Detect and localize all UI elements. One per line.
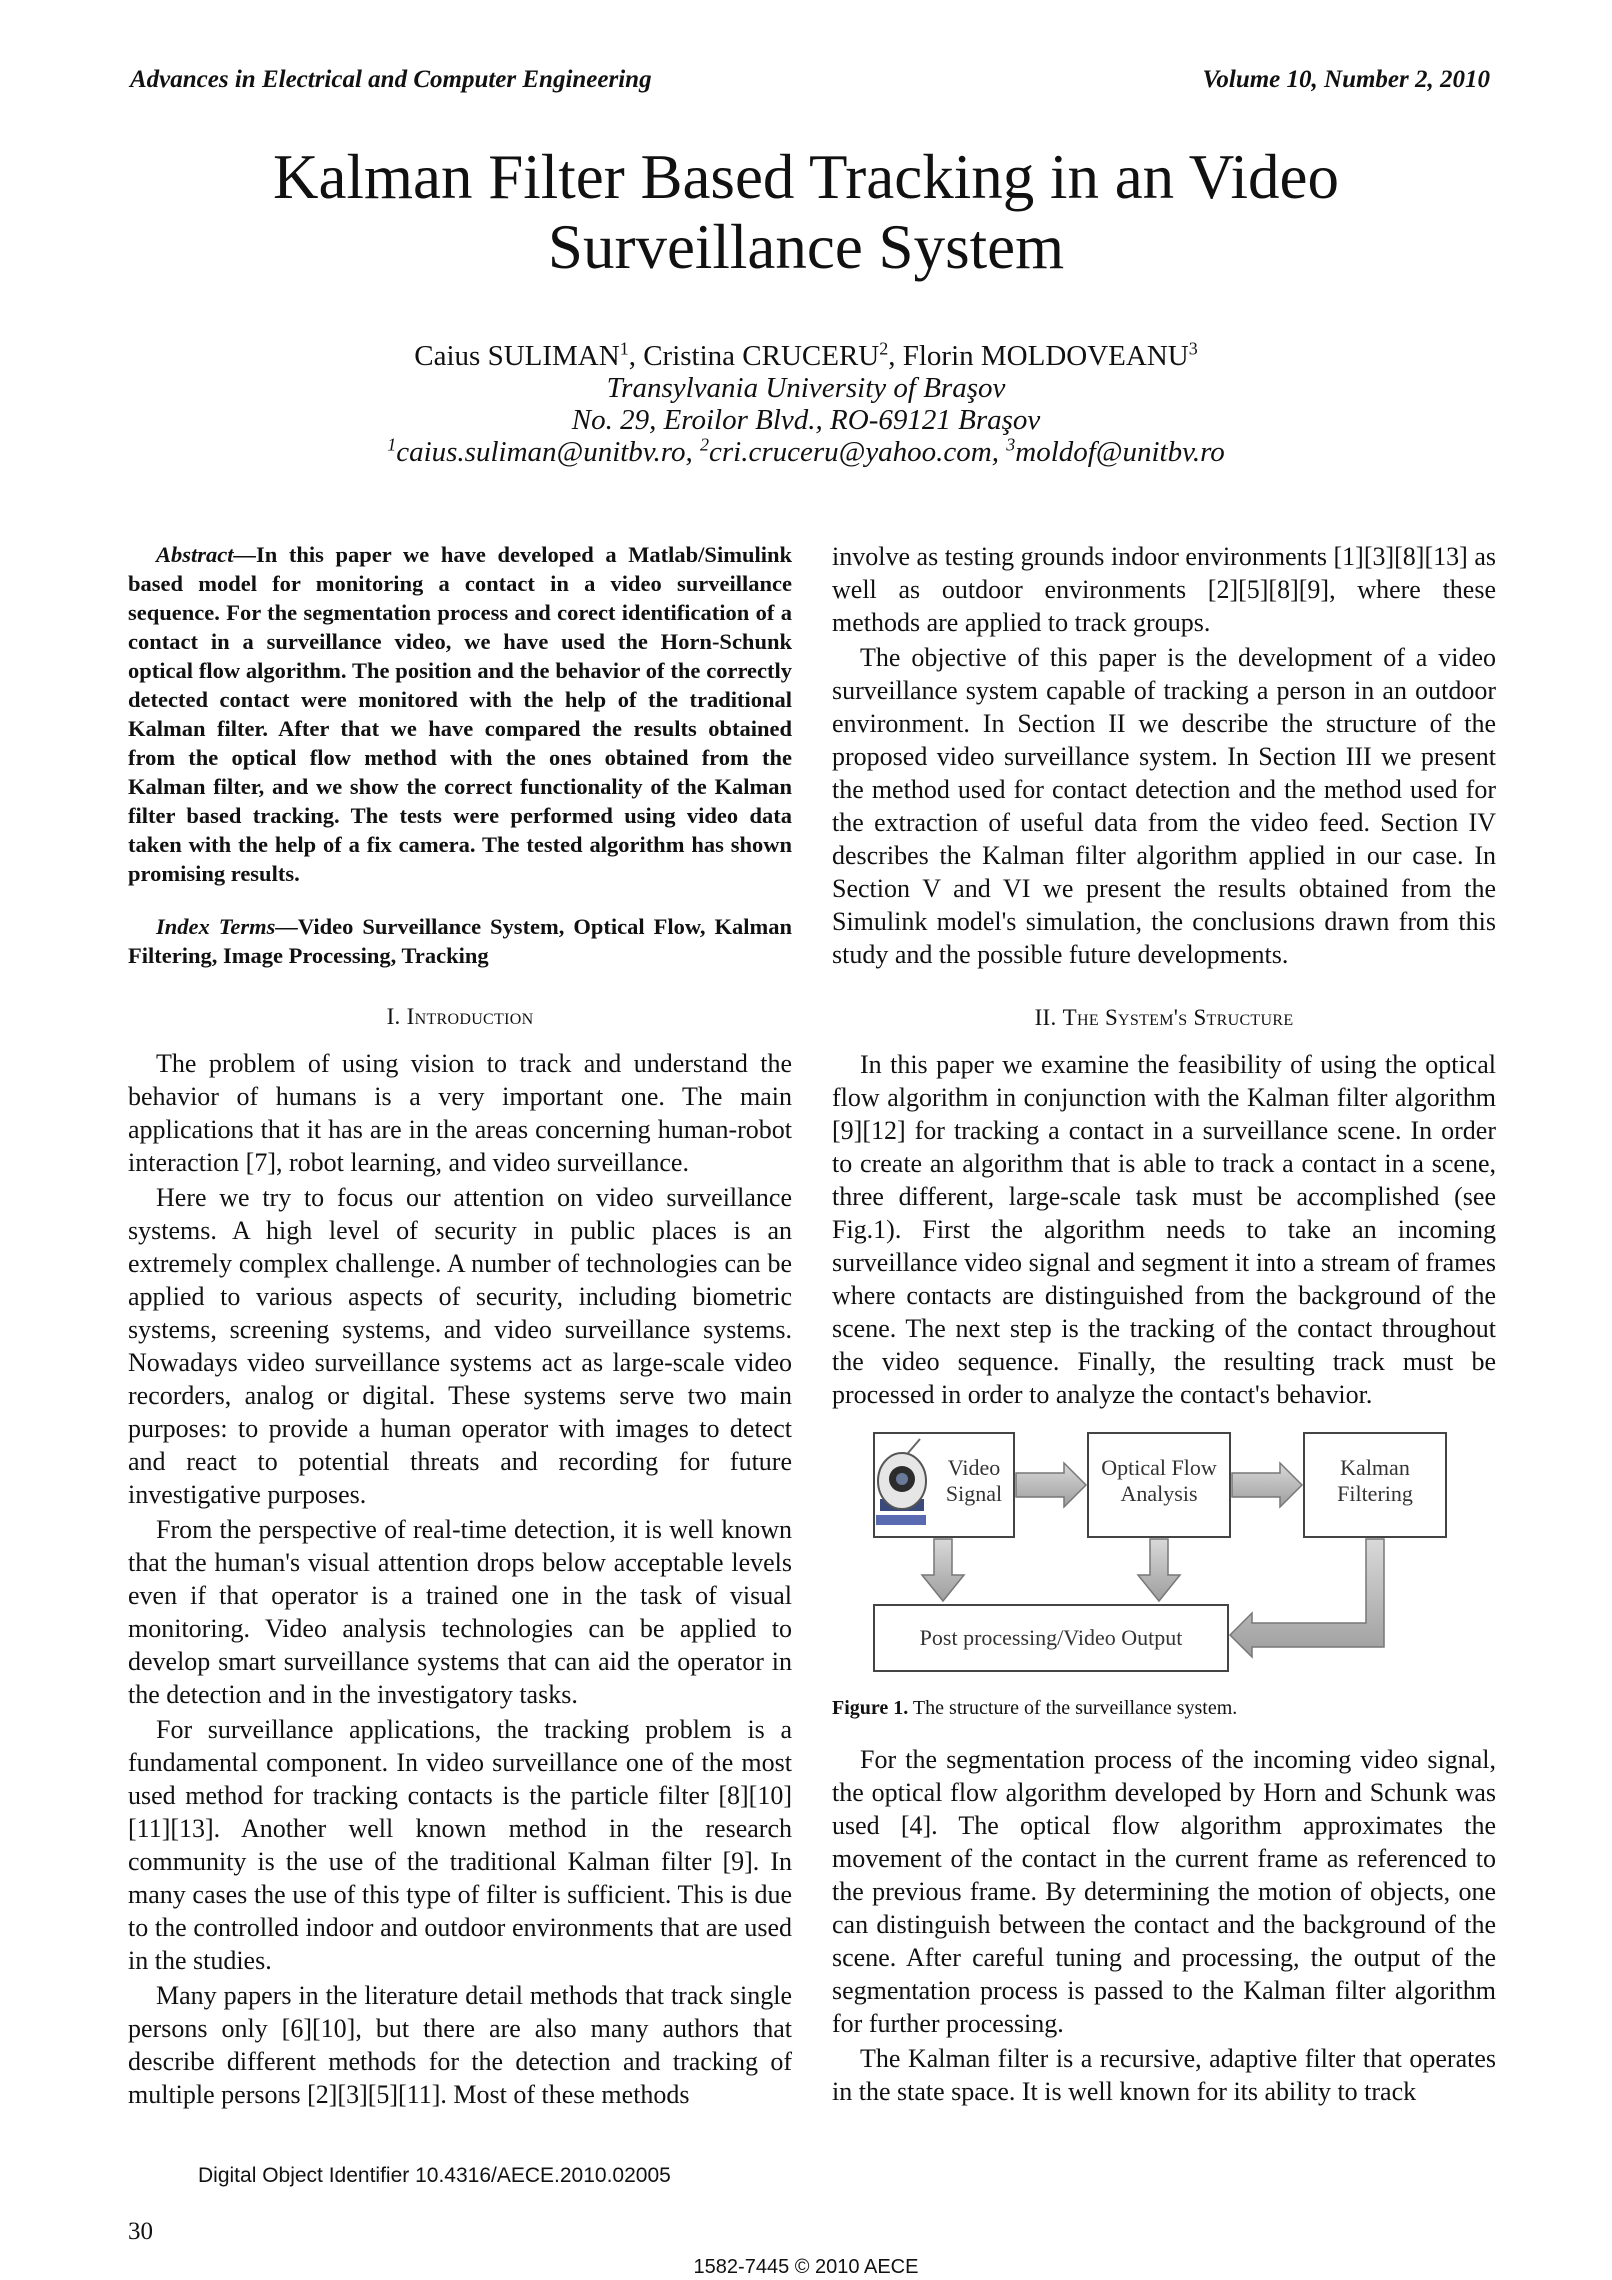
abstract: [128, 540, 792, 888]
box3-line1: Kalman: [1340, 1455, 1410, 1480]
figure-caption-text: The structure of the surveillance system.: [908, 1697, 1238, 1719]
system-structure-diagram: [832, 1429, 1496, 1679]
box2-line2: Analysis: [1120, 1481, 1198, 1506]
paragraph: From the perspective of real-time detection, it is well known that the human's visual attention drops below acceptable levels even if that operator is a trained one in the task of visual monitoring. Video analysis technologies can be applied to develop smart surveillance systems that can aid the operator in the detection and in the investigatory tasks.: [128, 1515, 792, 1709]
figure-caption: [832, 1695, 1496, 1721]
elbow-arrow: [1230, 1539, 1384, 1657]
section-heading-system-structure: [832, 1001, 1496, 1034]
box4-label: Post processing/Video Output: [919, 1625, 1183, 1650]
address: No. 29, Eroilor Blvd., RO-69121 Braşov: [571, 404, 1041, 436]
author-3-mark: 3: [1188, 338, 1198, 359]
author-2: Cristina CRUCERU: [643, 340, 880, 372]
right-arrow-2: [1232, 1463, 1302, 1507]
box3-line2: Filtering: [1337, 1481, 1413, 1506]
email-1-mark: 1: [387, 434, 397, 455]
issn-copyright: 1582-7445 © 2010 AECE: [693, 2256, 919, 2278]
email-1: caius.suliman@unitbv.ro,: [396, 436, 700, 468]
video-signal-box: [874, 1433, 1014, 1537]
paragraph: For the segmentation process of the incoming video signal, the optical flow algorithm developed by Horn and Schunk was used [4]. The optical flow algorithm approximates the movement of the contact in the current frame as referenced to the previous frame. By determining the motion of objects, one can distinguish between the contact and the background of the scene. After careful tuning and processing, the output of the segmentation process is passed to the Kalman filter algorithm for further processing.: [832, 1745, 1496, 2038]
emails: [0, 436, 1612, 468]
journal-name: Advances in Electrical and Computer Engineering: [130, 66, 652, 93]
abstract-lead: Abstract—: [156, 542, 257, 567]
figure-label: Figure 1.: [832, 1697, 909, 1719]
down-arrow-1: [922, 1539, 964, 1601]
paragraph: Many papers in the literature detail methods that track single persons only [6][10], but there are also many authors that describe different methods for the detection and tracking of multiple persons [2][3][5][11]. Most of these methods: [128, 1981, 792, 2109]
author-1: Caius SULIMAN: [414, 340, 620, 372]
section-title: The System's Structure: [1062, 1005, 1294, 1030]
paragraph: The objective of this paper is the development of a video surveillance system capable of tracking a person in an outdoor environment. In Section II we describe the structure of the proposed video surveillance system. In Section III we present the method used for contact detection and the method used for the extraction of useful data from the video feed. Section IV describes the Kalman filter algorithm applied in our case. In Section V and VI we present the results obtained from the Simulink model's simulation, the conclusions drawn from this study and the possible future developments.: [832, 643, 1496, 969]
down-arrow-2: [1138, 1539, 1180, 1601]
page-number: 30: [128, 2218, 153, 2245]
paragraph: The problem of using vision to track and understand the behavior of humans is a very important one. The main applications that it has are in the areas concerning human-robot interaction [7], robot learning, and video surveillance.: [128, 1049, 792, 1177]
paragraph: For surveillance applications, the tracking problem is a fundamental component. In video surveillance one of the most used method for tracking contacts is the particle filter [8][10][11][13]. Another well known method in the research community is the use of the traditional Kalman filter [9]. In many cases the use of this type of filter is sufficient. This is due to the controlled indoor and outdoor environments that are used in the studies.: [128, 1715, 792, 1975]
post-processing-box: [874, 1605, 1228, 1671]
optical-flow-box: [1088, 1433, 1230, 1537]
box2-line1: Optical Flow: [1101, 1455, 1217, 1480]
section-heading-introduction: [128, 1000, 792, 1033]
email-3-mark: 3: [1006, 434, 1016, 455]
figure-1: [832, 1429, 1496, 1721]
index-terms-text: Video Surveillance System, Optical Flow, Kalman Filtering, Image Processing, Tracking: [128, 914, 792, 968]
paragraph: involve as testing grounds indoor environments [1][3][8][13] as well as outdoor environments [2][5][8][9], where these methods are applied to track groups.: [832, 542, 1496, 637]
section-number: I.: [386, 1004, 407, 1029]
author-block: [0, 340, 1612, 468]
author-1-mark: 1: [619, 338, 629, 359]
right-arrow-1: [1016, 1463, 1086, 1507]
paragraph: The Kalman filter is a recursive, adaptive filter that operates in the state space. It is well known for its ability to track: [832, 2044, 1496, 2106]
section-number: II.: [1034, 1005, 1063, 1030]
paper-title-text: Kalman Filter Based Tracking in an Video Surveillance System: [273, 142, 1339, 282]
index-terms: [128, 912, 792, 970]
index-terms-lead: Index Terms—: [156, 914, 298, 939]
box1-line2: Signal: [945, 1481, 1003, 1506]
author-3: Florin MOLDOVEANU: [902, 340, 1189, 372]
author-names: [0, 340, 1612, 372]
left-column: [128, 540, 792, 2111]
paper-title: [0, 142, 1612, 282]
abstract-text: In this paper we have developed a Matlab/Simulink based model for monitoring a contact in a video surveillance sequence. For the segmentation process and corect identification of a contact in a surveillance video, we have used the Horn-Schunk optical flow algorithm. The position and the behavior of the correctly detected contact were monitored with the help of the traditional Kalman filter. After that we have compared the results obtained from the optical flow method with the ones obtained from the Kalman filter, and we show the correct functionality of the Kalman filter based tracking. The tests were performed using video data taken with the help of a fix camera. The tested algorithm has shown promising results.: [128, 542, 792, 886]
author-sep: ,: [628, 340, 644, 372]
kalman-filtering-box: [1304, 1433, 1446, 1537]
email-2: cri.cruceru@yahoo.com,: [708, 436, 1007, 468]
section-title: Introduction: [406, 1004, 534, 1029]
box1-line1: Video: [947, 1455, 1001, 1480]
volume-info: Volume 10, Number 2, 2010: [1202, 66, 1490, 93]
author-2-mark: 2: [879, 338, 889, 359]
paragraph: In this paper we examine the feasibility of using the optical flow algorithm in conjunction with the Kalman filter algorithm [9][12] for tracking a contact in a surveillance scene. In order to create an algorithm that is able to track a contact in a scene, three different, large-scale task must be accomplished (see Fig.1). First the algorithm needs to take an incoming surveillance video signal and segment it into a stream of frames where contacts are distinguished from the background of the scene. The next step is the tracking of the contact throughout the video sequence. Finally, the resulting track must be processed in order to analyze the contact's behavior.: [832, 1050, 1496, 1409]
right-column: [832, 540, 1496, 2108]
paragraph: Here we try to focus our attention on video surveillance systems. A high level of security in public places is an extremely complex challenge. A number of technologies can be applied to various aspects of security, including biometric systems, screening systems, and video surveillance systems. Nowadays video surveillance systems act as large-scale video recorders, analog or digital. These systems serve two main purposes: to provide a human operator with images to detect and react to potential threats and recording for future investigative purposes.: [128, 1183, 792, 1509]
affiliation: Transylvania University of Braşov: [606, 372, 1006, 404]
doi: Digital Object Identifier 10.4316/AECE.2010.02005: [198, 2164, 671, 2187]
email-2-mark: 2: [699, 434, 709, 455]
email-3: moldof@unitbv.ro: [1015, 436, 1225, 468]
author-sep: ,: [888, 340, 903, 372]
